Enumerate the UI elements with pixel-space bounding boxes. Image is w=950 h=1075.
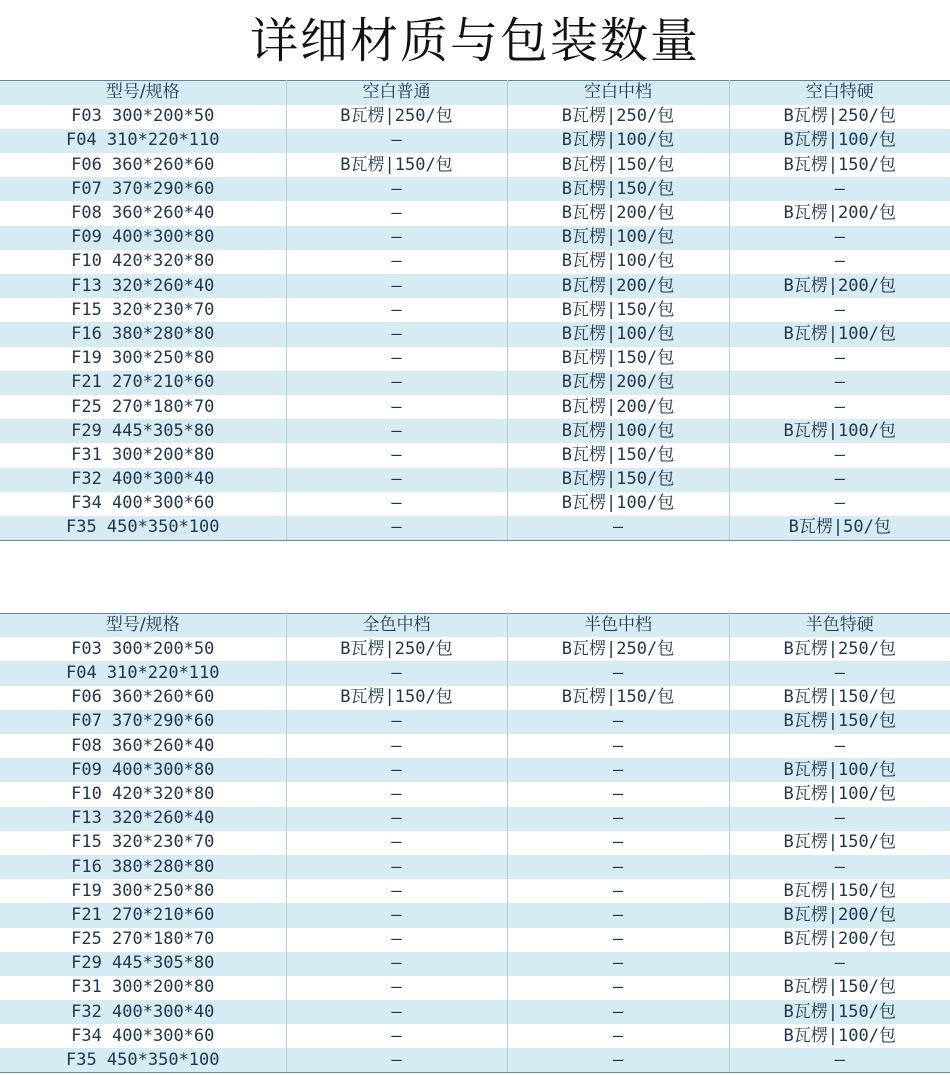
table-row (0, 153, 950, 177)
table-row (0, 516, 950, 540)
model-spec-cell: F16 380*280*80 (0, 855, 286, 879)
table-row (0, 855, 950, 879)
packaging-cell: — (286, 1048, 507, 1072)
packaging-cell: — (286, 298, 507, 322)
model-spec-cell: F03 300*200*50 (0, 105, 286, 129)
packaging-cell: B瓦楞|250/包 (286, 637, 507, 661)
packaging-cell: B瓦楞|50/包 (729, 516, 950, 540)
model-spec-cell: F06 360*260*60 (0, 153, 286, 177)
table-row (0, 322, 950, 346)
column-header-3: 半色特硬 (729, 613, 950, 637)
packaging-cell: B瓦楞|100/包 (507, 492, 729, 516)
model-spec-cell: F06 360*260*60 (0, 686, 286, 710)
packaging-cell: — (507, 758, 729, 782)
header-row (0, 81, 950, 105)
table-row (0, 637, 950, 661)
table-row (0, 686, 950, 710)
table-row (0, 250, 950, 274)
packaging-cell: — (507, 903, 729, 927)
packaging-cell: — (286, 468, 507, 492)
packaging-cell: — (286, 371, 507, 395)
packaging-cell: B瓦楞|250/包 (507, 637, 729, 661)
packaging-cell: B瓦楞|200/包 (507, 395, 729, 419)
model-spec-cell: F07 370*290*60 (0, 710, 286, 734)
table-body (0, 105, 950, 540)
table-row (0, 468, 950, 492)
column-header-1: 全色中档 (286, 613, 507, 637)
model-spec-cell: F13 320*260*40 (0, 274, 286, 298)
packaging-cell: — (286, 710, 507, 734)
packaging-cell: B瓦楞|200/包 (507, 201, 729, 225)
table-row (0, 734, 950, 758)
packaging-cell: B瓦楞|250/包 (286, 105, 507, 129)
packaging-cell: — (507, 807, 729, 831)
packaging-cell: B瓦楞|100/包 (507, 129, 729, 153)
packaging-cell: — (286, 661, 507, 685)
packaging-cell: — (286, 903, 507, 927)
packaging-cell: — (507, 734, 729, 758)
model-spec-cell: F04 310*220*110 (0, 129, 286, 153)
packaging-cell: — (507, 952, 729, 976)
packaging-cell: — (729, 177, 950, 201)
packaging-cell: — (286, 928, 507, 952)
column-header-model: 型号/规格 (0, 81, 286, 105)
model-spec-cell: F31 300*200*80 (0, 443, 286, 467)
table-row (0, 928, 950, 952)
model-spec-cell: F09 400*300*80 (0, 758, 286, 782)
packaging-cell: — (286, 734, 507, 758)
packaging-cell: — (286, 395, 507, 419)
packaging-cell: — (507, 1000, 729, 1024)
packaging-cell: B瓦楞|150/包 (286, 686, 507, 710)
model-spec-cell: F32 400*300*40 (0, 1000, 286, 1024)
model-spec-cell: F04 310*220*110 (0, 661, 286, 685)
packaging-cell: — (507, 855, 729, 879)
table-row (0, 782, 950, 806)
packaging-cell: — (507, 879, 729, 903)
model-spec-cell: F03 300*200*50 (0, 637, 286, 661)
table-row (0, 274, 950, 298)
table-row (0, 807, 950, 831)
packaging-cell: — (729, 468, 950, 492)
packaging-cell: — (286, 419, 507, 443)
packaging-cell: — (286, 831, 507, 855)
packaging-cell: — (507, 516, 729, 540)
packaging-cell: — (286, 1024, 507, 1048)
packaging-cell: — (286, 274, 507, 298)
packaging-cell: B瓦楞|150/包 (507, 443, 729, 467)
model-spec-cell: F07 370*290*60 (0, 177, 286, 201)
packaging-cell: B瓦楞|150/包 (507, 153, 729, 177)
packaging-cell: — (729, 661, 950, 685)
packaging-cell: — (729, 347, 950, 371)
packaging-cell: — (286, 322, 507, 346)
model-spec-cell: F19 300*250*80 (0, 879, 286, 903)
table-row (0, 492, 950, 516)
packaging-cell: B瓦楞|200/包 (507, 274, 729, 298)
packaging-cell: B瓦楞|100/包 (729, 1024, 950, 1048)
packaging-cell: — (286, 516, 507, 540)
packaging-cell: B瓦楞|150/包 (729, 879, 950, 903)
packaging-cell: — (507, 710, 729, 734)
model-spec-cell: F29 445*305*80 (0, 419, 286, 443)
packaging-cell: B瓦楞|100/包 (729, 322, 950, 346)
table-row (0, 1024, 950, 1048)
packaging-cell: B瓦楞|200/包 (507, 371, 729, 395)
packaging-cell: B瓦楞|100/包 (507, 250, 729, 274)
table-row (0, 952, 950, 976)
packaging-cell: — (286, 492, 507, 516)
table-row (0, 395, 950, 419)
table-row (0, 177, 950, 201)
packaging-cell: B瓦楞|200/包 (729, 903, 950, 927)
model-spec-cell: F35 450*350*100 (0, 1048, 286, 1072)
model-spec-cell: F10 420*320*80 (0, 250, 286, 274)
packaging-cell: — (729, 1048, 950, 1072)
packaging-cell: — (507, 1024, 729, 1048)
column-header-2: 空白中档 (507, 81, 729, 105)
model-spec-cell: F35 450*350*100 (0, 516, 286, 540)
table-row (0, 105, 950, 129)
packaging-cell: B瓦楞|150/包 (286, 153, 507, 177)
table-row (0, 879, 950, 903)
table-row (0, 226, 950, 250)
packaging-cell: — (729, 734, 950, 758)
packaging-cell: — (729, 250, 950, 274)
model-spec-cell: F31 300*200*80 (0, 976, 286, 1000)
packaging-cell: — (286, 855, 507, 879)
packaging-cell: B瓦楞|250/包 (729, 105, 950, 129)
packaging-cell: — (286, 758, 507, 782)
packaging-cell: — (286, 177, 507, 201)
model-spec-cell: F19 300*250*80 (0, 347, 286, 371)
packaging-cell: B瓦楞|150/包 (729, 831, 950, 855)
packaging-cell: — (507, 976, 729, 1000)
packaging-cell: — (507, 928, 729, 952)
packaging-cell: B瓦楞|250/包 (507, 105, 729, 129)
table-row (0, 201, 950, 225)
model-spec-cell: F16 380*280*80 (0, 322, 286, 346)
packaging-cell: — (286, 807, 507, 831)
packaging-cell: — (286, 782, 507, 806)
packaging-cell: B瓦楞|150/包 (507, 177, 729, 201)
packaging-cell: B瓦楞|100/包 (507, 322, 729, 346)
packaging-cell: B瓦楞|200/包 (729, 201, 950, 225)
packaging-cell: B瓦楞|150/包 (507, 686, 729, 710)
packaging-cell: — (286, 443, 507, 467)
packaging-cell: — (729, 443, 950, 467)
table-row (0, 758, 950, 782)
packaging-cell: B瓦楞|150/包 (507, 347, 729, 371)
packaging-cell: B瓦楞|100/包 (729, 129, 950, 153)
packaging-cell: B瓦楞|150/包 (729, 710, 950, 734)
model-spec-cell: F13 320*260*40 (0, 807, 286, 831)
packaging-cell: — (729, 807, 950, 831)
model-spec-cell: F34 400*300*60 (0, 492, 286, 516)
packaging-cell: B瓦楞|150/包 (507, 298, 729, 322)
packaging-cell: — (507, 1048, 729, 1072)
table-row (0, 129, 950, 153)
table-row (0, 1000, 950, 1024)
model-spec-cell: F32 400*300*40 (0, 468, 286, 492)
model-spec-cell: F15 320*230*70 (0, 298, 286, 322)
packaging-cell: B瓦楞|100/包 (729, 758, 950, 782)
packaging-cell: B瓦楞|250/包 (729, 637, 950, 661)
table-gap (0, 541, 950, 613)
header-row (0, 613, 950, 637)
table-row (0, 661, 950, 685)
packaging-cell: — (729, 492, 950, 516)
packaging-cell: B瓦楞|200/包 (729, 274, 950, 298)
table-row (0, 443, 950, 467)
model-spec-cell: F34 400*300*60 (0, 1024, 286, 1048)
table-row (0, 419, 950, 443)
table-row (0, 371, 950, 395)
column-header-model: 型号/规格 (0, 613, 286, 637)
column-header-1: 空白普通 (286, 81, 507, 105)
model-spec-cell: F21 270*210*60 (0, 903, 286, 927)
column-header-3: 空白特硬 (729, 81, 950, 105)
packaging-cell: — (729, 395, 950, 419)
table-row (0, 710, 950, 734)
packaging-cell: B瓦楞|150/包 (729, 1000, 950, 1024)
page-title: 详细材质与包装数量 (249, 13, 700, 69)
model-spec-cell: F29 445*305*80 (0, 952, 286, 976)
packaging-cell: B瓦楞|150/包 (507, 468, 729, 492)
packaging-cell: — (729, 855, 950, 879)
packaging-cell: — (286, 952, 507, 976)
model-spec-cell: F09 400*300*80 (0, 226, 286, 250)
packaging-cell: — (507, 782, 729, 806)
packaging-cell: — (286, 201, 507, 225)
model-spec-cell: F25 270*180*70 (0, 928, 286, 952)
packaging-cell: — (729, 226, 950, 250)
table-row (0, 298, 950, 322)
packaging-cell: B瓦楞|100/包 (729, 782, 950, 806)
packaging-cell: B瓦楞|150/包 (729, 686, 950, 710)
model-spec-cell: F10 420*320*80 (0, 782, 286, 806)
table-row (0, 903, 950, 927)
table-body (0, 637, 950, 1072)
model-spec-cell: F08 360*260*40 (0, 734, 286, 758)
packaging-cell: — (729, 298, 950, 322)
material-table-color (0, 613, 950, 1074)
packaging-cell: — (286, 879, 507, 903)
packaging-cell: — (286, 129, 507, 153)
packaging-cell: B瓦楞|100/包 (507, 419, 729, 443)
packaging-cell: — (286, 226, 507, 250)
table-row (0, 976, 950, 1000)
packaging-cell: — (286, 347, 507, 371)
packaging-cell: — (729, 952, 950, 976)
packaging-cell: — (729, 371, 950, 395)
packaging-cell: — (286, 250, 507, 274)
model-spec-cell: F21 270*210*60 (0, 371, 286, 395)
column-header-2: 半色中档 (507, 613, 729, 637)
model-spec-cell: F15 320*230*70 (0, 831, 286, 855)
table-row (0, 1048, 950, 1072)
packaging-cell: — (507, 831, 729, 855)
packaging-cell: B瓦楞|150/包 (729, 153, 950, 177)
table-row (0, 347, 950, 371)
packaging-cell: — (286, 1000, 507, 1024)
packaging-cell: B瓦楞|150/包 (729, 976, 950, 1000)
model-spec-cell: F25 270*180*70 (0, 395, 286, 419)
model-spec-cell: F08 360*260*40 (0, 201, 286, 225)
packaging-cell: B瓦楞|100/包 (729, 419, 950, 443)
table-header (0, 81, 950, 105)
packaging-cell: — (286, 976, 507, 1000)
packaging-cell: B瓦楞|100/包 (507, 226, 729, 250)
packaging-cell: — (507, 661, 729, 685)
packaging-cell: B瓦楞|200/包 (729, 928, 950, 952)
table-header (0, 613, 950, 637)
material-table-blank (0, 80, 950, 541)
table-row (0, 831, 950, 855)
